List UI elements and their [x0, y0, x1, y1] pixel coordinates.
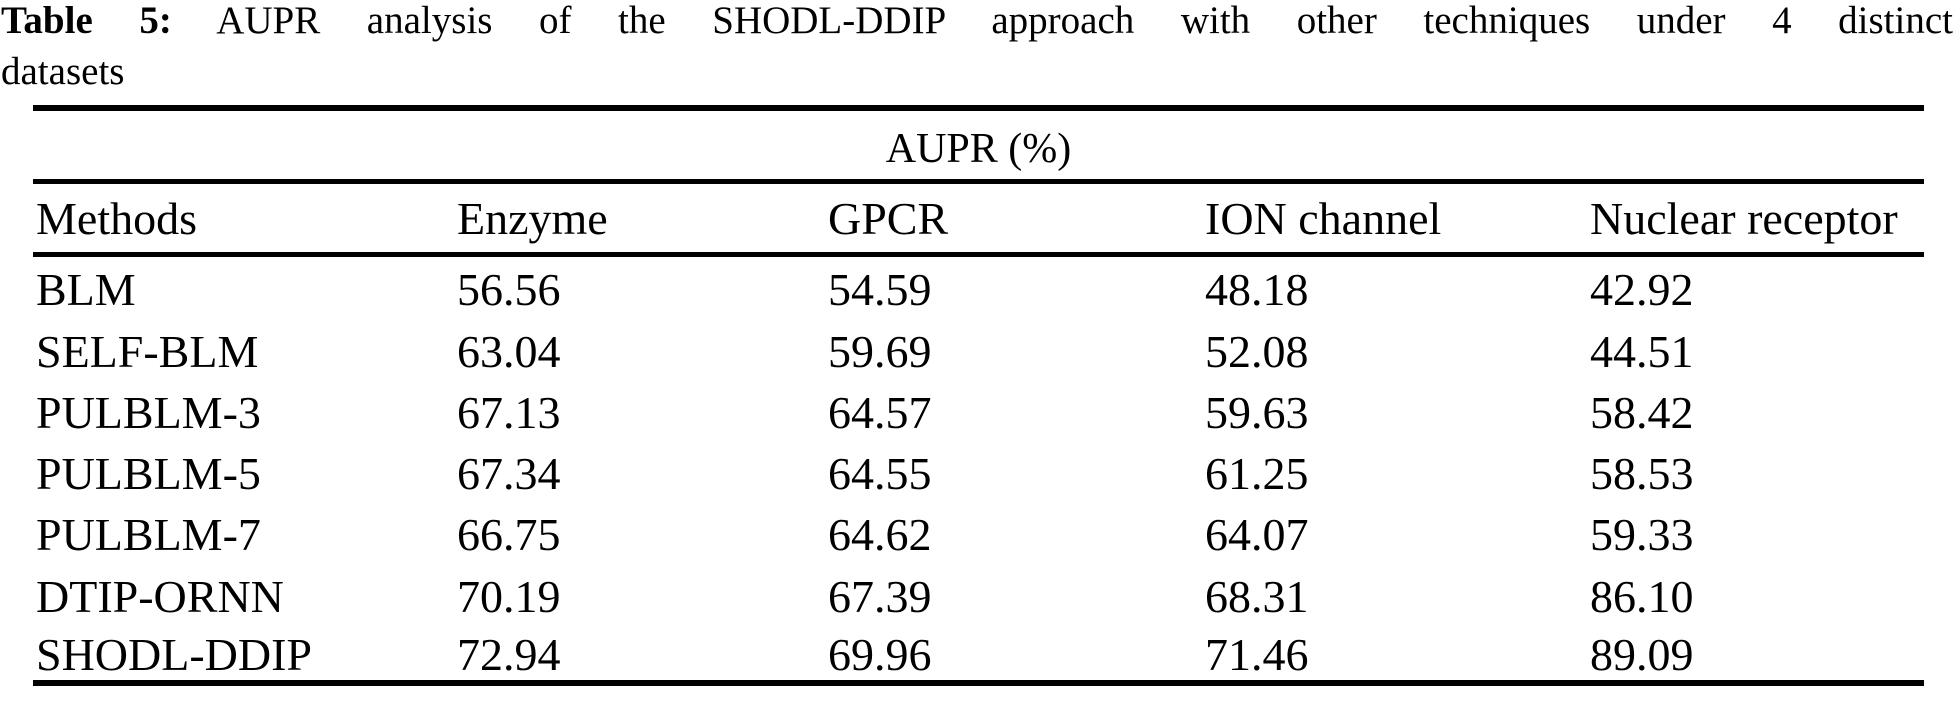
results-table [33, 105, 1924, 686]
value-cell: 67.39 [828, 570, 932, 622]
value-cell: 70.19 [457, 570, 561, 622]
value-cell: 71.46 [1205, 629, 1309, 681]
table-row [33, 254, 1924, 315]
column-header-methods: Methods [36, 192, 197, 244]
method-cell: SELF-BLM [36, 325, 259, 377]
column-header-ion-channel: ION channel [1205, 192, 1442, 244]
method-cell: PULBLM-7 [36, 509, 261, 561]
value-cell: 66.75 [457, 509, 561, 561]
value-cell: 67.13 [457, 386, 561, 438]
value-cell: 56.56 [457, 264, 561, 316]
caption-text: AUPR analysis of the SHODL-DDIP approach with other techniques under 4 distinct [216, 0, 1953, 42]
column-header-row [33, 181, 1924, 254]
method-cell: PULBLM-5 [36, 448, 261, 500]
span-header-row [33, 108, 1924, 181]
value-cell: 69.96 [828, 629, 932, 681]
value-cell: 68.31 [1205, 570, 1309, 622]
table-row [33, 622, 1924, 683]
method-cell: BLM [36, 264, 136, 316]
value-cell: 54.59 [828, 264, 932, 316]
value-cell: 64.62 [828, 509, 932, 561]
table-row [33, 560, 1924, 621]
value-cell: 86.10 [1590, 570, 1694, 622]
value-cell: 64.57 [828, 386, 932, 438]
value-cell: 59.33 [1590, 509, 1694, 561]
span-header: AUPR (%) [885, 125, 1072, 172]
value-cell: 59.69 [828, 325, 932, 377]
value-cell: 67.34 [457, 448, 561, 500]
column-header-gpcr: GPCR [828, 192, 949, 244]
value-cell: 63.04 [457, 325, 561, 377]
method-cell: DTIP-ORNN [36, 570, 284, 622]
table-row [33, 499, 1924, 560]
method-cell: PULBLM-3 [36, 386, 261, 438]
value-cell: 48.18 [1205, 264, 1309, 316]
value-cell: 52.08 [1205, 325, 1309, 377]
table-caption [1, 0, 1953, 97]
method-cell: SHODL-DDIP [36, 629, 312, 681]
column-header-enzyme: Enzyme [457, 192, 608, 244]
value-cell: 64.07 [1205, 509, 1309, 561]
table-row [33, 315, 1924, 376]
value-cell: 61.25 [1205, 448, 1309, 500]
value-cell: 58.53 [1590, 448, 1694, 500]
value-cell: 44.51 [1590, 325, 1694, 377]
column-header-nuclear-receptor: Nuclear receptor [1590, 192, 1898, 244]
value-cell: 89.09 [1590, 629, 1694, 681]
value-cell: 42.92 [1590, 264, 1694, 316]
value-cell: 72.94 [457, 629, 561, 681]
caption-line-2: datasets [1, 50, 125, 93]
table-row [33, 377, 1924, 438]
caption-label: Table 5: [1, 0, 172, 42]
caption-line-1 [1, 0, 1953, 46]
table-row [33, 438, 1924, 499]
value-cell: 59.63 [1205, 386, 1309, 438]
value-cell: 58.42 [1590, 386, 1694, 438]
value-cell: 64.55 [828, 448, 932, 500]
